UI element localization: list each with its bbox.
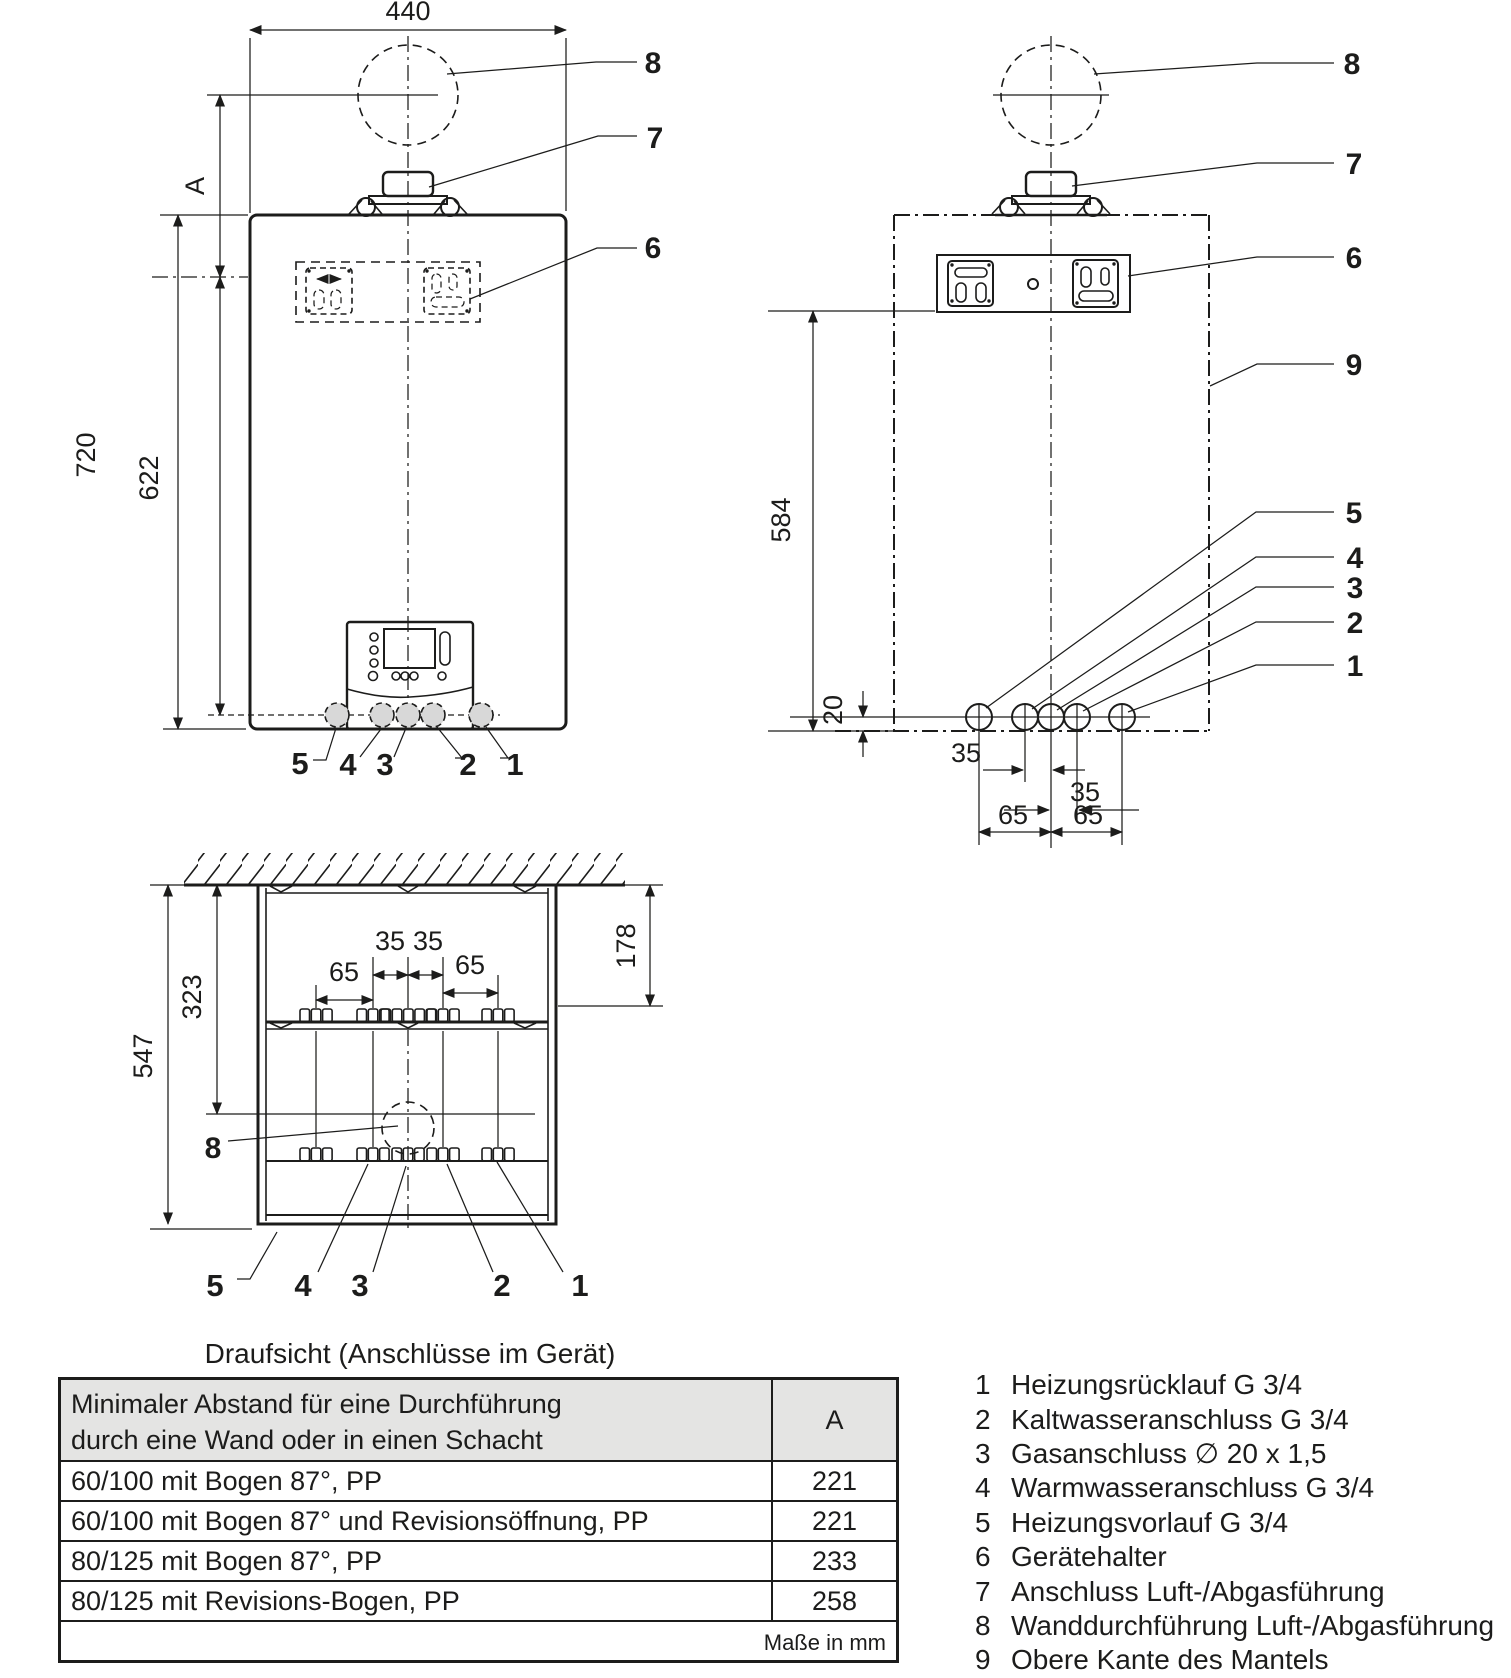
front-dim-622: 622 [134,455,164,501]
top-dim-65-right: 65 [454,950,486,980]
front-callout-3: 3 [376,747,394,782]
legend-num: 3 [975,1437,991,1469]
rear-callout-1: 1 [1346,650,1364,683]
legend-label: Warmwasseranschluss G 3/4 [1011,1472,1375,1504]
top-view-lower-stubs [300,1148,514,1161]
rear-leader-5 [986,512,1334,708]
front-callout-1: 1 [506,747,524,782]
top-callout-3: 3 [351,1268,369,1303]
top-dim-35-right: 35 [412,926,444,956]
table-header-row [61,1380,896,1460]
legend-num: 9 [975,1644,991,1676]
rear-leader-4 [1032,557,1334,709]
legend-label: Anschluss Luft-/Abgasführung [1011,1575,1385,1607]
table-row-label: 60/100 mit Bogen 87° und Revisionsöffnung, PP [61,1502,773,1540]
legend-label: Wanddurchführung Luft-/Abgasführung [1011,1609,1495,1641]
top-view-caption: Draufsicht (Anschlüsse im Gerät) [204,1338,616,1369]
front-dim-A: A [180,176,210,196]
front-leader-3 [394,728,406,757]
top-dim-323: 323 [177,974,207,1020]
legend-label: Kaltwasseranschluss G 3/4 [1011,1403,1349,1435]
table-header-line2: durch eine Wand oder in einen Schacht [71,1425,543,1455]
top-leader-5 [237,1232,277,1279]
front-dim-440: 440 [385,0,431,26]
legend-num: 1 [975,1369,991,1401]
front-leader-1 [486,727,508,758]
top-dim-35-left: 35 [374,926,406,956]
legend-item [952,1506,1508,1540]
table-row-label: 80/125 mit Revisions-Bogen, PP [61,1582,773,1620]
rear-bracket-hole [1028,279,1038,289]
top-leader-1 [497,1162,563,1272]
top-leader-4 [318,1164,368,1272]
top-callout-2: 2 [493,1268,511,1303]
top-view-housing [258,885,556,1224]
table-row-label: 80/125 mit Bogen 87°, PP [61,1542,773,1580]
front-panel-slider [440,632,450,665]
rear-leader-3 [1057,587,1334,710]
front-conn-1 [469,703,493,727]
front-callout-2: 2 [459,747,477,782]
legend-num: 8 [975,1609,991,1641]
top-callout-4: 4 [294,1268,312,1303]
table-header-label [61,1380,773,1460]
legend-item [952,1368,1508,1402]
rear-callout-9: 9 [1345,349,1363,382]
front-bracket-slot-5 [431,297,464,307]
table-row-value: 221 [811,1465,858,1496]
legend-item [952,1437,1508,1471]
rear-view [766,36,1364,848]
front-leader-5 [313,728,336,760]
front-bracket-plate-left [306,268,352,314]
rear-callout-7: 7 [1345,148,1363,181]
rear-leader-9 [1210,364,1334,386]
front-panel-wave [347,687,473,697]
legend-num: 4 [975,1472,991,1504]
legend-item [952,1402,1508,1436]
table-header-col-A: A [825,1404,844,1435]
legend-label: Heizungsrücklauf G 3/4 [1011,1369,1303,1401]
table-row [61,1500,896,1540]
rear-dim-584: 584 [766,497,796,543]
table-row [61,1580,896,1620]
front-leader-2 [437,727,462,758]
top-view [128,853,663,1303]
legend-label: Gerätehalter [1011,1541,1167,1573]
top-callout-8: 8 [204,1132,222,1165]
wall-hatching [184,853,625,885]
rear-callout-5: 5 [1345,497,1363,530]
rear-dim-65-right: 65 [1072,800,1104,830]
front-view [71,0,663,782]
clearance-table [58,1377,899,1663]
rear-callout-4: 4 [1346,542,1364,575]
rear-dim-65-left: 65 [997,800,1029,830]
rear-leader-7 [1072,163,1334,186]
legend-label: Obere Kante des Mantels [1011,1644,1329,1676]
front-dim-720: 720 [71,432,101,478]
front-bracket-slot-1 [314,290,324,309]
top-leader-2 [447,1164,493,1272]
front-display [384,629,435,668]
legend-label: Gasanschluss ∅ 20 x 1,5 [1011,1438,1327,1470]
front-callout-8: 8 [644,47,662,80]
rear-dim-35-left: 35 [950,738,982,768]
front-callout-6: 6 [644,232,662,265]
front-callout-7: 7 [646,122,664,155]
front-flue-clamp-left [357,198,375,216]
legend-num: 6 [975,1541,991,1573]
rear-dim-35-right: 35 [1069,777,1101,807]
front-leader-7 [429,136,637,187]
legend-item [952,1471,1508,1505]
legend-item [952,1540,1508,1574]
table-row-label: 60/100 mit Bogen 87°, PP [61,1462,773,1500]
front-flue-clamp-right [441,198,459,216]
rear-callout-6: 6 [1345,242,1363,275]
rear-leader-8 [1094,63,1334,74]
legend-item [952,1609,1508,1643]
front-conn-2 [421,703,445,727]
table-row [61,1540,896,1580]
top-dim-547: 547 [128,1033,158,1079]
table-row-value: 258 [811,1585,858,1616]
front-conn-4 [370,703,394,727]
legend-item [952,1643,1508,1677]
rear-callout-3: 3 [1346,572,1364,605]
top-dim-65-left: 65 [328,957,360,987]
legend-num: 7 [975,1575,991,1607]
legend-num: 2 [975,1403,991,1435]
top-leader-3 [373,1166,406,1272]
top-callout-5: 5 [206,1268,224,1303]
front-bracket-slot-2 [331,290,341,309]
top-callout-1: 1 [571,1268,589,1303]
front-bracket-slot-3 [432,274,441,293]
front-leader-6 [470,248,637,299]
rear-callout-2: 2 [1346,607,1364,640]
front-bracket-slot-4 [449,274,457,290]
top-dim-178: 178 [611,923,641,969]
legend-num: 5 [975,1506,991,1538]
table-header-line1: Minimaler Abstand für eine Durchführung [71,1389,562,1419]
front-callout-5: 5 [291,746,309,781]
legend [952,1368,1508,1678]
rear-dim-20: 20 [818,694,848,726]
table-footer-units: Maße in mm [61,1620,896,1663]
table-row [61,1460,896,1500]
table-row-value: 233 [811,1545,858,1576]
legend-item [952,1574,1508,1608]
top-view-upper-stubs [300,1009,514,1022]
table-row-value: 221 [811,1505,858,1536]
rear-callout-8: 8 [1343,48,1361,81]
front-conn-5 [325,703,349,727]
front-callout-4: 4 [339,747,357,782]
legend-label: Heizungsvorlauf G 3/4 [1011,1506,1289,1538]
rear-leader-6 [1128,257,1334,276]
front-leader-8 [447,62,637,74]
front-conn-3 [396,703,420,727]
